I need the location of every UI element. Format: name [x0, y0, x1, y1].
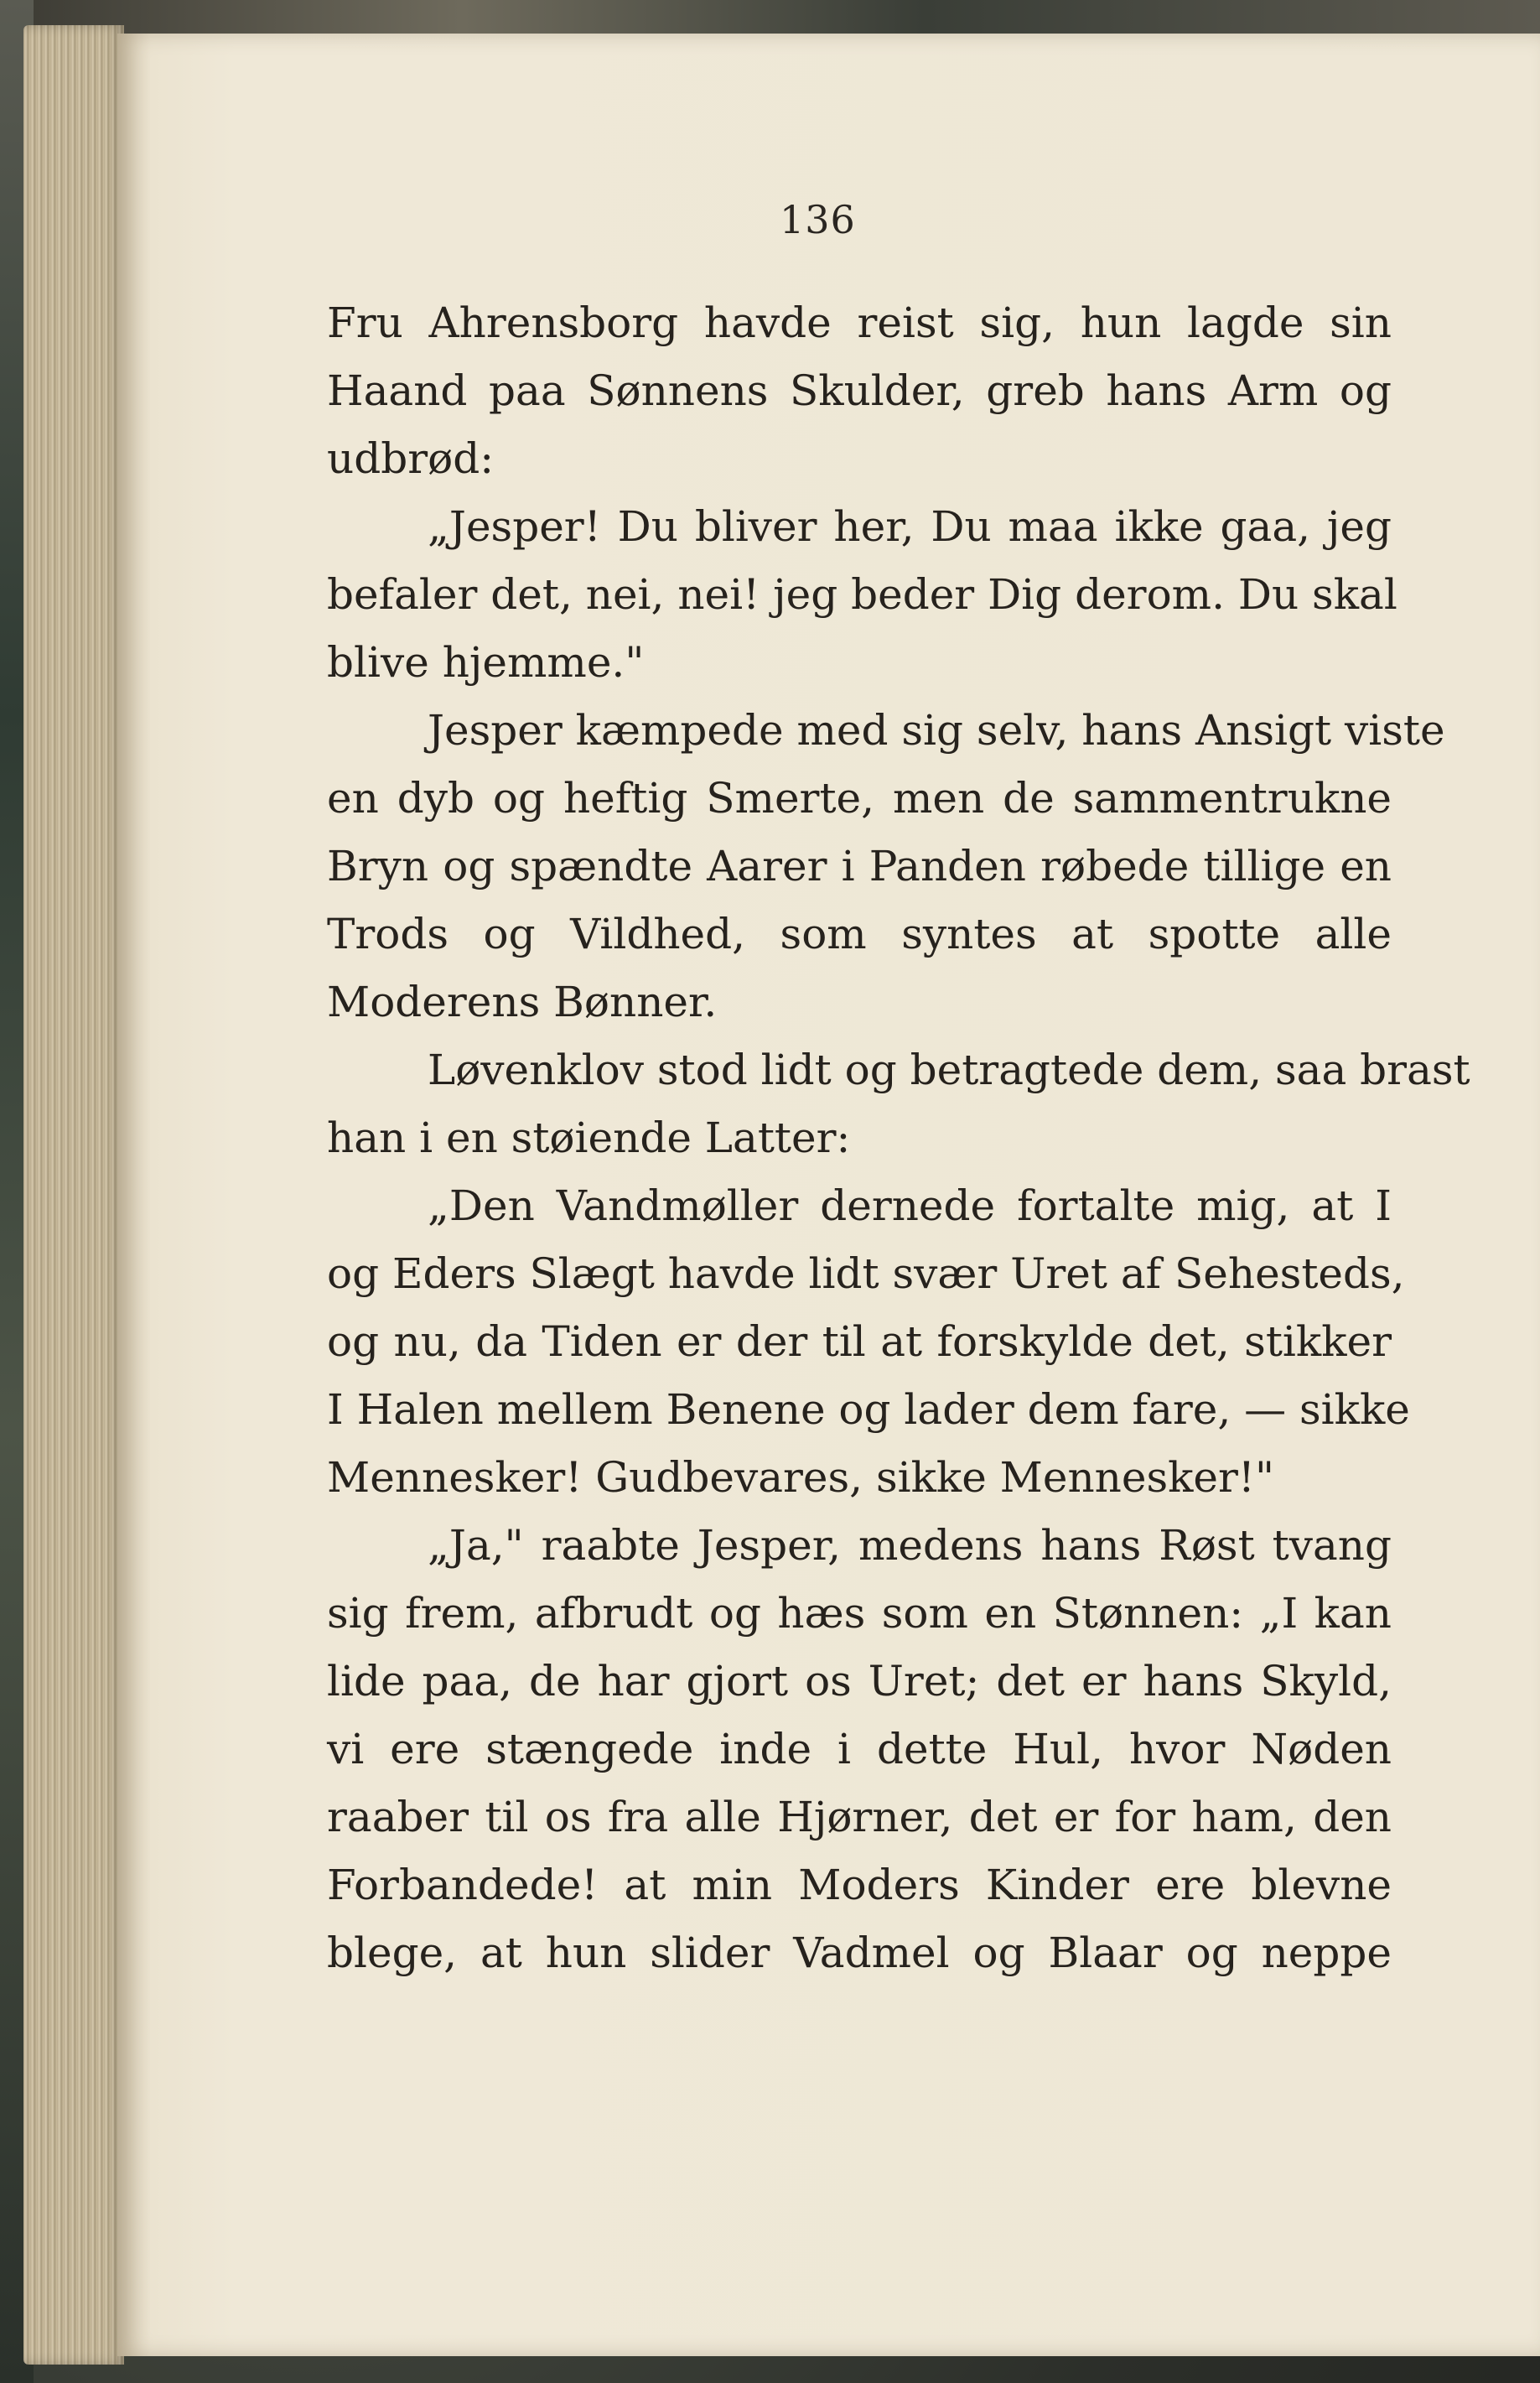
text-line: en dyb og heftig Smerte, men de sammentrukne: [327, 774, 1392, 823]
text-line: Løvenklov stod lidt og betragtede dem, saa brast: [428, 1046, 1470, 1094]
text-line: han i en støiende Latter:: [327, 1114, 851, 1162]
text-line: „Ja," raabte Jesper, medens hans Røst tvang: [428, 1521, 1392, 1570]
text-line: udbrød:: [327, 434, 495, 483]
page-text: [327, 289, 1470, 1987]
text-line: I Halen mellem Benene og lader dem fare, — sikke: [327, 1385, 1410, 1434]
text-line: sig frem, afbrudt og hæs som en Stønnen: „I kan: [327, 1589, 1392, 1638]
text-line: lide paa, de har gjort os Uret; det er hans Skyld,: [327, 1657, 1392, 1705]
text-line: blege, at hun slider Vadmel og Blaar og neppe: [327, 1929, 1392, 1977]
text-line: Trods og Vildhed, som syntes at spotte alle: [327, 910, 1392, 958]
text-line: Jesper kæmpede med sig selv, hans Ansigt viste: [428, 706, 1445, 755]
text-line: Fru Ahrensborg havde reist sig, hun lagde sin: [327, 299, 1392, 347]
text-line: og Eders Slægt havde lidt svær Uret af Sehesteds,: [327, 1249, 1405, 1298]
text-line: raaber til os fra alle Hjørner, det er for ham, den: [327, 1793, 1392, 1841]
text-line: Haand paa Sønnens Skulder, greb hans Arm og: [327, 366, 1392, 415]
text-line: vi ere stængede inde i dette Hul, hvor Nøden: [327, 1725, 1392, 1773]
page-number: 136: [780, 197, 856, 242]
text-line: og nu, da Tiden er der til at forskylde det, stikker: [327, 1317, 1392, 1366]
text-line: Bryn og spændte Aarer i Panden røbede tillige en: [327, 842, 1392, 890]
text-line: blive hjemme.": [327, 638, 645, 687]
text-line: Moderens Bønner.: [327, 978, 718, 1026]
page-edges: [23, 25, 124, 2365]
text-line: befaler det, nei, nei! jeg beder Dig derom. Du skal: [327, 570, 1397, 619]
text-line: „Jesper! Du bliver her, Du maa ikke gaa, jeg: [428, 502, 1392, 551]
text-line: „Den Vandmøller dernede fortalte mig, at I: [428, 1181, 1392, 1230]
text-line: Forbandede! at min Moders Kinder ere blevne: [327, 1861, 1392, 1909]
text-line: Mennesker! Gudbevares, sikke Mennesker!": [327, 1453, 1275, 1502]
